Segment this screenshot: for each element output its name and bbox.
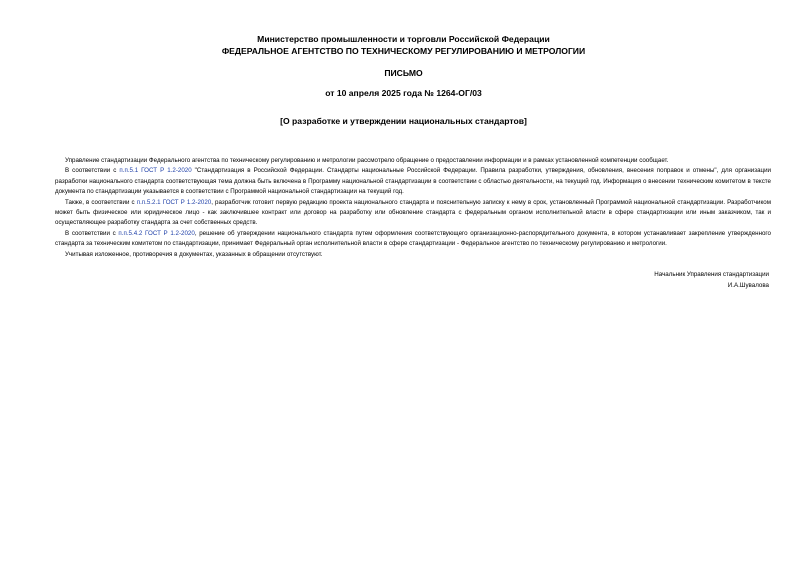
paragraph-4-post: , решение об утверждении национального стандарта путем оформления соответствующего организационно-распорядительного документа, в котором устанавливает закрепление утвержденного стандарта за техническим комитетом по стандартизации, принимает Федеральный орган исполнительной власти в сфере стандартизации - Федеральное агентство по техническому регулированию и метрологии. (55, 229, 771, 248)
document-subject: [О разработке и утверждении национальных стандартов] (280, 116, 527, 126)
document-type: ПИСЬМО (384, 68, 423, 78)
paragraph-4-pre: В соответствии с (65, 229, 119, 237)
document-body (55, 156, 771, 260)
gost-link-5-1[interactable]: п.п.5.1 ГОСТ Р 1.2-2020 (119, 167, 192, 175)
ministry-name: Министерство промышленности и торговли Российской Федерации (257, 34, 550, 44)
paragraph-3-post: , разработчик готовит первую редакцию проекта национального стандарта и пояснительную записку к нему в срок, установленный Программой национальной стандартизации. Разработчиком может быть физическое или юридическое лицо - как заключившее контракт или договор на разработку или обновление стандарта с федеральным органом исполнительной власти в сфере стандартизации или иным заказчиком, так и осуществляющее разработку стандарта за счет собственных средств. (55, 198, 771, 227)
paragraph-3-pre: Также, в соответствии с (65, 198, 137, 206)
gost-link-5-2-1[interactable]: п.п.5.2.1 ГОСТ Р 1.2-2020 (136, 198, 212, 206)
agency-name: ФЕДЕРАЛЬНОЕ АГЕНТСТВО ПО ТЕХНИЧЕСКОМУ РЕГУЛИРОВАНИЮ И МЕТРОЛОГИИ (221, 46, 586, 56)
paragraph-2 (55, 166, 771, 197)
paragraph-4 (55, 229, 771, 250)
paragraph-1: Управление стандартизации Федерального агентства по техническому регулированию и метрологии рассмотрело обращение о предоставлении информации и в рамках установленной компетенции сообщает. (65, 157, 669, 164)
document-date-number: от 10 апреля 2025 года № 1264-ОГ/03 (325, 88, 482, 98)
signature-block (654, 270, 769, 291)
paragraph-2-post: "Стандартизация в Российской Федерации. Стандарты национальные Российской Федерации. Правила разработки, утверждения, обновления, внесения поправок и отмены", для организации разработки национального стандарта соответствующая тема должна быть включена в Программу национальной стандартизации в соответствии с областью деятельности, на текущий год. Информация о внесении техническим комитетом в тексте документа по стандартизации указывается в соответствии с Программой национальной стандартизации на текущий год. (55, 167, 771, 196)
paragraph-5: Учитывая изложенное, противоречия в документах, указанных в обращении отсутствуют. (65, 250, 323, 258)
paragraph-3 (55, 198, 771, 229)
signatory-position: Начальник Управления стандартизации (654, 271, 769, 278)
paragraph-2-pre: В соответствии с (65, 167, 120, 175)
signatory-name: И.А.Шувалова (727, 281, 769, 289)
gost-link-5-4-2[interactable]: п.п.5.4.2 ГОСТ Р 1.2-2020 (118, 229, 195, 237)
